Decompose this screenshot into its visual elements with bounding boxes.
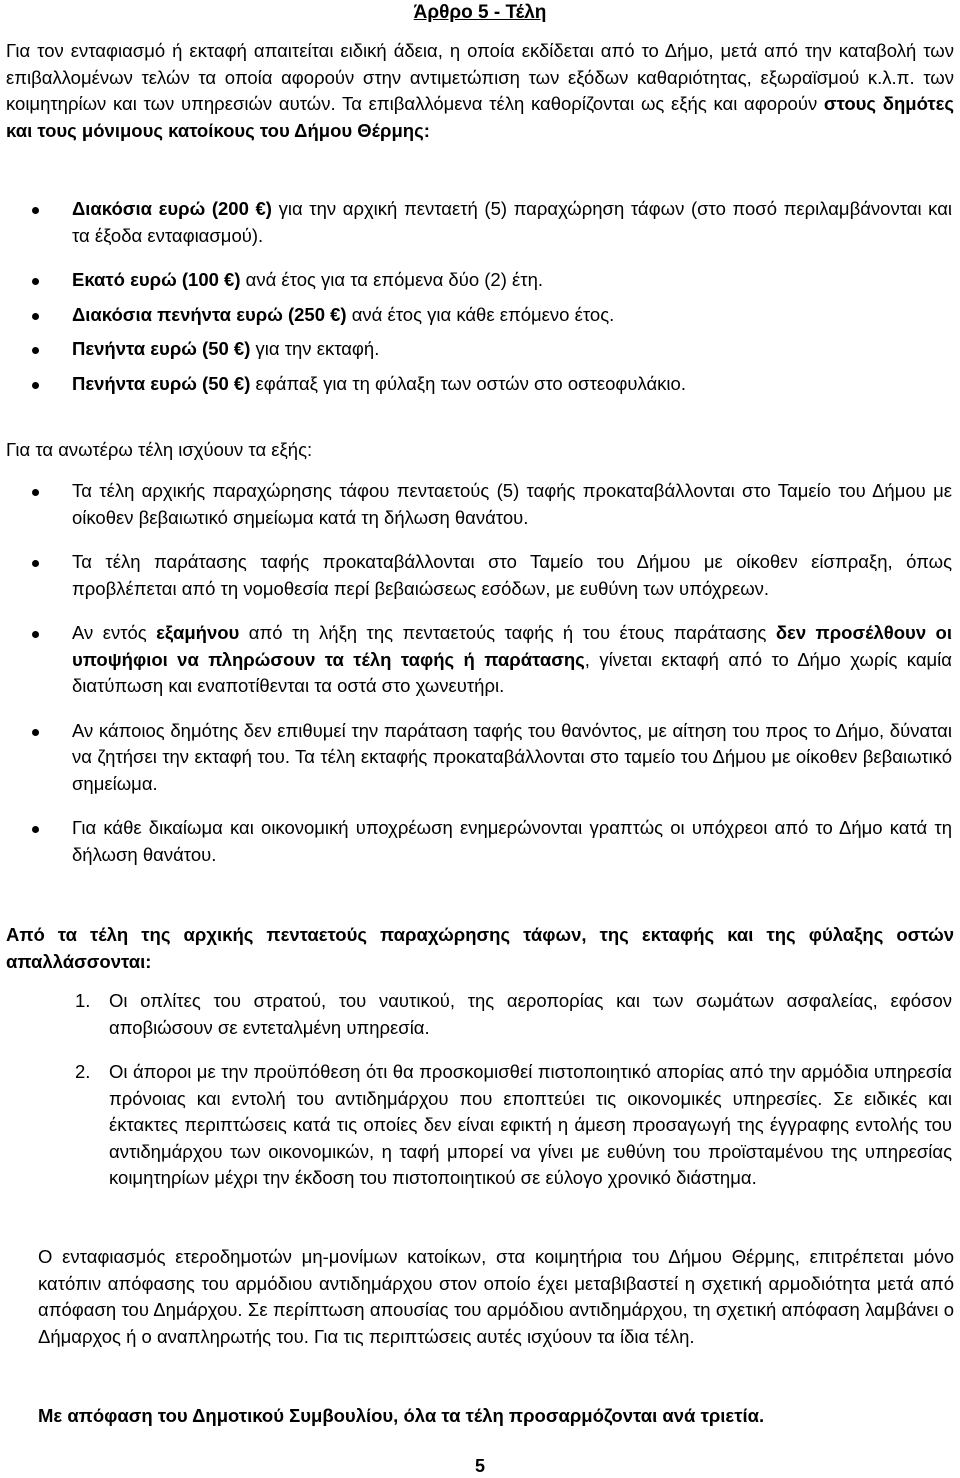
exempt-text: Οι άποροι με την προϋπόθεση ότι θα προσκομισθεί πιστοποιητικό απορίας από την αρμόδια υπηρεσία πρόνοιας και εντολή του αντιδημάρχου που εποπτεύει τις οικονομικές υπηρεσίες. Σε ειδικές και έκτακτες περιπτώσεις κατά τις οποίες δεν είναι εφικτή η άμεση προσαγωγή της έγγραφης εντολής του αντιδημάρχου των οικονομικών, η ταφή μπορεί να γίνει με ευθύνη του προϊσταμένου της υπηρεσίας κοιμητηρίων μέχρι την έκδοση του πιστοποιητικού σε εύλογο χρονικό διάστημα.: [109, 1061, 952, 1188]
list-number: 2.: [75, 1061, 91, 1082]
rule-text: Αν εντός: [72, 622, 157, 643]
rules-list: [0, 478, 960, 868]
exempt-heading: Από τα τέλη της αρχικής πενταετούς παραχώρησης τάφων, της εκταφής και της φύλαξης οστών απαλλάσσονται:: [6, 924, 954, 972]
exempt-text: Οι οπλίτες του στρατού, του ναυτικού, της αεροπορίας και των σωμάτων ασφαλείας, εφόσον αποβιώσουν σε εντεταλμένη υπηρεσία.: [109, 990, 952, 1038]
closing-statement: Με απόφαση του Δημοτικού Συμβουλίου, όλα τα τέλη προσαρμόζονται ανά τριετία.: [38, 1405, 765, 1426]
rules-heading: Για τα ανωτέρω τέλη ισχύουν τα εξής:: [6, 439, 313, 460]
rule-text: Τα τέλη αρχικής παραχώρησης τάφου πενταετούς (5) ταφής προκαταβάλλονται στο Ταμείο του Δήμου με οίκοθεν βεβαιωτικό σημείωμα κατά τη δήλωση θανάτου.: [72, 480, 952, 528]
list-item: [0, 196, 960, 249]
rule-text: από τη λήξη της πενταετούς ταφής ή του έτους παράτασης: [239, 622, 776, 643]
fee-amount: Πενήντα ευρώ (50 €): [72, 372, 251, 394]
list-number: 1.: [75, 990, 91, 1011]
list-item: [0, 336, 960, 363]
bullet-icon: [32, 631, 39, 638]
rule-text: Τα τέλη παράτασης ταφής προκαταβάλλονται στο Ταμείο του Δήμου με οίκοθεν είσπραξη, όπως προβλέπεται από τη νομοθεσία περί βεβαιώσεως εσόδων, με ευθύνη των υπόχρεων.: [72, 551, 952, 599]
intro-text: Για τον ενταφιασμό ή εκταφή απαιτείται ειδική άδεια, η οποία εκδίδεται από το Δήμο, μετά από την καταβολή των επιβαλλομένων τελών τα οποία αφορούν στην αντιμετώπιση των εξόδων καθαριότητας, εξωραϊσμού κ.λ.π. των κοιμητηρίων και των υπηρεσιών αυτών. Τα επιβαλλόμενα τέλη καθορίζονται ως εξής και αφορούν: [6, 40, 954, 114]
list-item: [0, 1059, 960, 1192]
list-item: [0, 988, 960, 1041]
fee-amount: Εκατό ευρώ (100 €): [72, 269, 241, 290]
nonresidents-paragraph: Ο ενταφιασμός ετεροδημοτών μη-μονίμων κατοίκων, στα κοιμητήρια του Δήμου Θέρμης, επιτρέπεται μόνο κατόπιν απόφασης του αρμόδιου αντιδημάρχου στον οποίο έχει μεταβιβαστεί η σχετική αρμοδιότητα μετά από απόφαση του Δημάρχου. Σε περίπτωση απουσίας του αρμόδιου αντιδημάρχου, τη σχετική απόφαση λαμβάνει ο Δήμαρχος ή ο αναπληρωτής του. Για τις περιπτώσεις αυτές ισχύουν τα ίδια τέλη.: [38, 1246, 954, 1347]
list-item: [0, 549, 960, 602]
exempt-list: [0, 988, 960, 1192]
rule-bold-text: δεν προσέλθουν οι υποψήφιοι να πληρώσουν τα τέλη ταφής ή παράτασης: [72, 622, 952, 670]
fee-amount: Πενήντα ευρώ (50 €): [72, 338, 251, 359]
bullet-icon: [32, 313, 39, 320]
list-item: [0, 620, 960, 700]
list-item: [0, 815, 960, 868]
rule-text: Για κάθε δικαίωμα και οικονομική υποχρέωση ενημερώνονται γραπτώς οι υπόχρεοι από το Δήμο κατά τη δήλωση θανάτου.: [72, 817, 952, 865]
fee-description: για την εκταφή.: [250, 338, 380, 359]
bullet-icon: [32, 729, 39, 736]
fee-description: ανά έτος για κάθε επόμενο έτος.: [346, 303, 615, 325]
bullet-icon: [32, 826, 39, 833]
list-item: [0, 302, 960, 329]
bullet-icon: [32, 207, 39, 214]
rule-text: Αν κάποιος δημότης δεν επιθυμεί την παράταση ταφής του θανόντος, με αίτηση του προς το Δήμο, δύναται να ζητήσει την εκταφή του. Τα τέλη εκταφής προκαταβάλλονται στο ταμείο του Δήμου με οίκοθεν βεβαιωτικό σημείωμα.: [72, 719, 952, 794]
bullet-icon: [32, 278, 39, 285]
fee-description: για την αρχική πενταετή (5) παραχώρηση τάφων (στο ποσό περιλαμβάνονται και τα έξοδα ενταφιασμού).: [72, 198, 953, 246]
fee-amount: Διακόσια ευρώ (200 €): [72, 198, 272, 219]
list-item: [0, 267, 960, 294]
intro-paragraph: [6, 38, 954, 144]
list-item: [0, 718, 960, 798]
page-number: 5: [474, 1456, 485, 1476]
fees-list: [0, 196, 960, 397]
article-title: Άρθρο 5 - Τέλη: [413, 2, 547, 23]
bullet-icon: [32, 560, 39, 567]
bullet-icon: [32, 347, 39, 354]
fee-description: εφάπαξ για τη φύλαξη των οστών στο οστεοφυλάκιο.: [250, 372, 686, 394]
fee-amount: Διακόσια πενήντα ευρώ (250 €): [72, 303, 347, 325]
intro-bold-text: στους δημότες και τους μόνιμους κατοίκους του Δήμου Θέρμης:: [6, 93, 955, 141]
rule-text: , γίνεται εκταφή από το Δήμο χωρίς καμία διατύπωση και εναποτίθενται τα οστά στο χωνευτήρι.: [72, 648, 952, 696]
bullet-icon: [32, 382, 39, 389]
list-item: [0, 478, 960, 531]
list-item: [0, 371, 960, 398]
fee-description: ανά έτος για τα επόμενα δύο (2) έτη.: [240, 269, 544, 290]
bullet-icon: [32, 489, 39, 496]
rule-bold-text: εξαμήνου: [156, 622, 240, 643]
